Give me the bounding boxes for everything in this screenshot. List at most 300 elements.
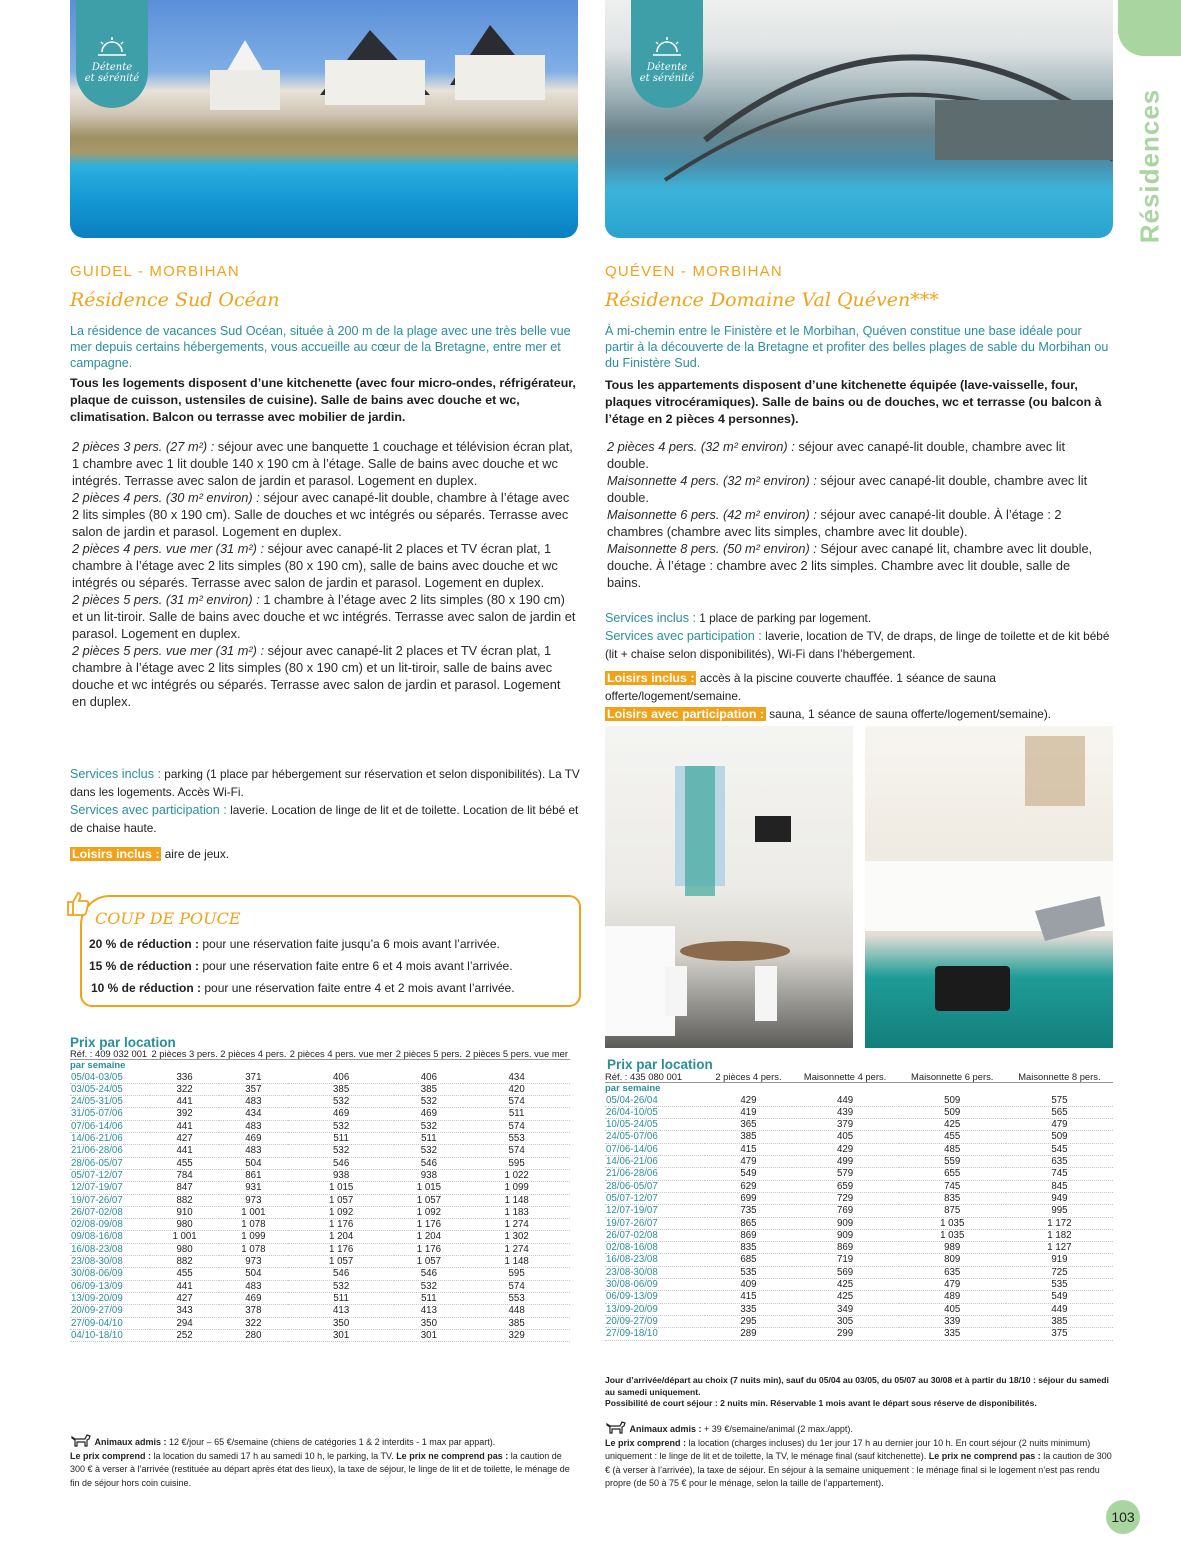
- column-header: Maisonnette 4 pers.: [792, 1071, 899, 1083]
- price-cell: 595: [463, 1157, 570, 1169]
- price-cell: 532: [288, 1280, 395, 1292]
- price-table-title: Prix par location: [607, 1057, 713, 1072]
- bedroom-photo: [865, 726, 1113, 1048]
- price-cell: 409: [705, 1279, 791, 1291]
- price-cell: 350: [288, 1317, 395, 1329]
- price-cell: 574: [463, 1280, 570, 1292]
- kitchen-photo: [605, 726, 853, 1048]
- date-cell: 20/09-27/09: [605, 1315, 705, 1327]
- date-cell: 05/07-12/07: [605, 1192, 705, 1204]
- price-cell: 455: [899, 1131, 1006, 1143]
- price-cell: 1 015: [288, 1182, 395, 1194]
- price-cell: 511: [394, 1292, 463, 1304]
- units-description: [607, 438, 1107, 591]
- location-heading: GUIDEL - MORBIHAN: [70, 263, 240, 280]
- date-cell: 06/09-13/09: [605, 1291, 705, 1303]
- price-cell: 875: [899, 1205, 1006, 1217]
- price-cell: 545: [1006, 1143, 1113, 1155]
- price-cell: 938: [394, 1169, 463, 1181]
- price-cell: 869: [792, 1242, 899, 1254]
- price-cell: 553: [463, 1292, 570, 1304]
- date-cell: 24/05-31/05: [70, 1096, 150, 1108]
- price-cell: 419: [705, 1106, 791, 1118]
- price-cell: 405: [792, 1131, 899, 1143]
- price-cell: 1 148: [463, 1194, 570, 1206]
- price-cell: 1 127: [1006, 1242, 1113, 1254]
- unit-text: 1 chambre à l’étage avec 2 lits simples (80 x 190 cm) et un lit-tiroir. Salle de bains avec douche et wc intégrés. Terrasse avec salon de jardin et parasol. Logement en duplex.: [72, 592, 576, 641]
- table-row: [605, 1279, 1113, 1291]
- price-cell: 1 204: [288, 1231, 395, 1243]
- date-cell: 28/06-05/07: [605, 1180, 705, 1192]
- price-cell: 1 099: [463, 1182, 570, 1194]
- table-ref: Réf. : 435 080 001: [605, 1071, 705, 1083]
- price-cell: 469: [219, 1133, 288, 1145]
- price-cell: 378: [219, 1305, 288, 1317]
- price-cell: 1 172: [1006, 1217, 1113, 1229]
- date-cell: 26/07-02/08: [70, 1206, 150, 1218]
- table-row: [605, 1328, 1113, 1340]
- detente-badge: Détente et sérénité: [76, 0, 148, 108]
- price-cell: 509: [899, 1095, 1006, 1107]
- price-cell: 429: [705, 1095, 791, 1107]
- price-cell: 1 035: [899, 1229, 1006, 1241]
- price-cell: 1 015: [394, 1182, 463, 1194]
- price-cell: 532: [394, 1280, 463, 1292]
- price-table-title: Prix par location: [70, 1035, 176, 1050]
- price-cell: 1 148: [463, 1256, 570, 1268]
- price-cell: 735: [705, 1205, 791, 1217]
- date-cell: 21/06-28/06: [70, 1145, 150, 1157]
- table-ref: Réf. : 409 032 001: [70, 1048, 150, 1060]
- price-cell: 509: [899, 1106, 1006, 1118]
- price-cell: 919: [1006, 1254, 1113, 1266]
- discount-line: 10 % de réduction : pour une réservation faite entre 4 et 2 mois avant l’arrivée.: [91, 981, 515, 995]
- price-cell: 385: [463, 1317, 570, 1329]
- price-cell: 357: [219, 1083, 288, 1095]
- date-cell: 26/07-02/08: [605, 1229, 705, 1241]
- table-row: [605, 1229, 1113, 1241]
- date-cell: 13/09-20/09: [605, 1303, 705, 1315]
- location-heading: QUÉVEN - MORBIHAN: [605, 263, 783, 280]
- price-cell: 745: [1006, 1168, 1113, 1180]
- column-header: 2 pièces 4 pers.: [220, 1048, 287, 1060]
- price-cell: 448: [463, 1305, 570, 1317]
- price-cell: 425: [899, 1119, 1006, 1131]
- price-cell: 1 274: [463, 1243, 570, 1255]
- price-cell: 483: [219, 1280, 288, 1292]
- price-cell: 280: [219, 1329, 288, 1341]
- table-row: [605, 1192, 1113, 1204]
- price-cell: 322: [219, 1317, 288, 1329]
- section-label: Résidences: [1134, 88, 1165, 244]
- price-cell: 336: [150, 1072, 219, 1084]
- dog-icon: [605, 1420, 627, 1434]
- table-row: [70, 1329, 570, 1341]
- date-cell: 28/06-05/07: [70, 1157, 150, 1169]
- table-row: [70, 1194, 570, 1206]
- price-cell: 546: [288, 1268, 395, 1280]
- unit-text: séjour avec une banquette 1 couchage et télévision écran plat, 1 chambre avec 1 lit double 140 x 190 cm à l’étage. Salle de bains avec douche et wc intégrés. Terrasse avec salon de jardin et parasol. Logement en duplex.: [72, 439, 573, 488]
- table-row: [605, 1217, 1113, 1229]
- price-cell: 406: [288, 1072, 395, 1084]
- price-cell: 504: [219, 1268, 288, 1280]
- unit-name: 2 pièces 5 pers. vue mer (31 m²) :: [72, 643, 265, 658]
- date-cell: 16/08-23/08: [70, 1243, 150, 1255]
- price-cell: 729: [792, 1192, 899, 1204]
- unit-description: [72, 489, 578, 540]
- date-cell: 21/06-28/06: [605, 1168, 705, 1180]
- price-cell: 980: [150, 1243, 219, 1255]
- price-cell: 938: [288, 1169, 395, 1181]
- sun-icon: [96, 36, 128, 58]
- date-cell: 19/07-26/07: [70, 1194, 150, 1206]
- price-cell: 835: [899, 1192, 1006, 1204]
- date-cell: 30/08-06/09: [605, 1279, 705, 1291]
- price-footnote: Animaux admis : + 39 €/semaine/animal (2 max./appt). Le prix comprend : la location (charges incluses) du 1er jour 17 h au dernier jour 10 h. En court séjour (2 nuits minimum) uniquement : le linge de lit et de toilette, la TV, le ménage final (sauf kitchenette). Le prix ne comprend pas : la caution de 300 € (à verser à l’arrivée), la taxe de séjour. En séjour à la semaine uniquement : le ménage final si le logement n’est pas rendu propre (de 50 à 75 € pour le ménage, selon la taille de l’appartement).: [605, 1420, 1115, 1491]
- price-cell: 579: [792, 1168, 899, 1180]
- table-row: [70, 1083, 570, 1095]
- price-cell: 685: [705, 1254, 791, 1266]
- price-cell: 301: [394, 1329, 463, 1341]
- unit-description: [72, 642, 578, 710]
- unit-text: séjour avec canapé-lit double, chambre à l’étage avec 2 lits simples (80 x 190 cm). Salle de douches et wc intégrés ou séparés. Terrasse avec salon de jardin et parasol. Logement en duplex.: [72, 490, 570, 539]
- price-cell: 1 057: [288, 1194, 395, 1206]
- price-cell: 535: [1006, 1279, 1113, 1291]
- table-row: [70, 1157, 570, 1169]
- table-row: [605, 1254, 1113, 1266]
- features-text: Tous les logements disposent d’une kitchenette (avec four micro-ondes, réfrigérateur, plaque de cuisson, ustensiles de cuisine). Salle de bains avec douche et wc, climatisation. Balcon ou terrasse avec mobilier de jardin.: [70, 376, 576, 424]
- price-cell: 413: [288, 1305, 395, 1317]
- date-cell: 05/04-26/04: [605, 1095, 705, 1107]
- price-cell: 1 092: [394, 1206, 463, 1218]
- date-cell: 14/06-21/06: [70, 1133, 150, 1145]
- price-cell: 535: [705, 1266, 791, 1278]
- price-cell: 995: [1006, 1205, 1113, 1217]
- price-cell: 489: [899, 1291, 1006, 1303]
- price-cell: 483: [219, 1120, 288, 1132]
- price-cell: 449: [1006, 1303, 1113, 1315]
- unit-text: séjour avec canapé-lit double, chambre avec lit double.: [607, 473, 1088, 505]
- table-row: [605, 1143, 1113, 1155]
- price-cell: 931: [219, 1182, 288, 1194]
- price-cell: 549: [705, 1168, 791, 1180]
- price-cell: 869: [705, 1229, 791, 1241]
- date-cell: 24/05-07/06: [605, 1131, 705, 1143]
- table-row: [605, 1095, 1113, 1107]
- price-cell: 847: [150, 1182, 219, 1194]
- dog-icon: [70, 1433, 92, 1447]
- residence-title: Résidence Sud Océan: [70, 289, 280, 311]
- date-cell: 23/08-30/08: [70, 1256, 150, 1268]
- table-row: [605, 1168, 1113, 1180]
- page-number: 103: [1106, 1500, 1140, 1534]
- price-cell: 1 302: [463, 1231, 570, 1243]
- discount-line: 20 % de réduction : pour une réservation faite jusqu’a 6 mois avant l’arrivée.: [89, 937, 500, 951]
- price-cell: 1 183: [463, 1206, 570, 1218]
- price-cell: 425: [792, 1291, 899, 1303]
- price-cell: 546: [394, 1268, 463, 1280]
- date-cell: 12/07-19/07: [605, 1205, 705, 1217]
- price-cell: 980: [150, 1219, 219, 1231]
- price-cell: 385: [288, 1083, 395, 1095]
- unit-name: 2 pièces 3 pers. (27 m²) :: [72, 439, 215, 454]
- price-cell: 504: [219, 1157, 288, 1169]
- price-cell: 455: [150, 1268, 219, 1280]
- price-cell: 575: [1006, 1095, 1113, 1107]
- price-cell: 989: [899, 1242, 1006, 1254]
- price-cell: 375: [1006, 1328, 1113, 1340]
- price-cell: 909: [792, 1229, 899, 1241]
- price-cell: 532: [394, 1096, 463, 1108]
- table-row: [605, 1205, 1113, 1217]
- column-header: 2 pièces 5 pers.: [395, 1048, 462, 1060]
- date-cell: 23/08-30/08: [605, 1266, 705, 1278]
- unit-name: Maisonnette 6 pers. (42 m² environ) :: [607, 507, 817, 522]
- price-cell: 441: [150, 1120, 219, 1132]
- sun-icon: [651, 36, 683, 58]
- unit-description: [607, 438, 1107, 472]
- unit-description: [72, 591, 578, 642]
- date-cell: 19/07-26/07: [605, 1217, 705, 1229]
- price-cell: 434: [219, 1108, 288, 1120]
- price-cell: 425: [792, 1279, 899, 1291]
- unit-name: 2 pièces 5 pers. (31 m² environ) :: [72, 592, 260, 607]
- price-cell: 329: [463, 1329, 570, 1341]
- price-cell: 1 035: [899, 1217, 1006, 1229]
- price-cell: 949: [1006, 1192, 1113, 1204]
- services-block: Services inclus : parking (1 place par hébergement sur réservation et selon disponibilités). La TV dans les logements. Accès Wi-Fi. Services avec participation : laverie. Location de linge de lit et de toilette. Location de lit bébé et de chaise haute. Loisirs inclus : aire de jeux.: [70, 767, 580, 861]
- price-cell: 455: [150, 1157, 219, 1169]
- table-row: [605, 1242, 1113, 1254]
- price-cell: 1 176: [288, 1243, 395, 1255]
- price-cell: 546: [394, 1157, 463, 1169]
- price-cell: 769: [792, 1205, 899, 1217]
- features-text: Tous les appartements disposent d’une kitchenette équipée (lave-vaisselle, four, plaques vitrocéramiques). Salle de bains ou de douches, wc et terrasse (ou balcon à l’étage en 2 pièces 4 personnes).: [605, 378, 1102, 426]
- price-cell: 1 057: [394, 1194, 463, 1206]
- date-cell: 27/09-18/10: [605, 1328, 705, 1340]
- price-cell: 469: [394, 1108, 463, 1120]
- price-cell: 745: [899, 1180, 1006, 1192]
- date-cell: 31/05-07/06: [70, 1108, 150, 1120]
- price-cell: 322: [150, 1083, 219, 1095]
- price-cell: 699: [705, 1192, 791, 1204]
- date-cell: 09/08-16/08: [70, 1231, 150, 1243]
- table-row: [70, 1231, 570, 1243]
- price-cell: 574: [463, 1096, 570, 1108]
- table-row: [70, 1256, 570, 1268]
- units-description: [72, 438, 578, 710]
- price-cell: 339: [899, 1315, 1006, 1327]
- price-cell: 299: [792, 1328, 899, 1340]
- price-cell: 427: [150, 1292, 219, 1304]
- price-cell: 835: [705, 1242, 791, 1254]
- price-cell: 532: [288, 1120, 395, 1132]
- table-row: [605, 1180, 1113, 1192]
- price-cell: 1 057: [288, 1256, 395, 1268]
- price-cell: 469: [288, 1108, 395, 1120]
- price-cell: 385: [394, 1083, 463, 1095]
- table-row: [605, 1291, 1113, 1303]
- unit-text: séjour avec canapé-lit double, chambre avec lit double.: [607, 439, 1066, 471]
- column-header: 2 pièces 3 pers.: [151, 1048, 218, 1060]
- period-label: par semaine: [605, 1083, 661, 1095]
- price-cell: 1 078: [219, 1243, 288, 1255]
- price-cell: 294: [150, 1317, 219, 1329]
- price-cell: 371: [219, 1072, 288, 1084]
- price-cell: 405: [899, 1303, 1006, 1315]
- unit-name: 2 pièces 4 pers. vue mer (31 m²) :: [72, 541, 265, 556]
- intro-text: La résidence de vacances Sud Océan, située à 200 m de la plage avec une très belle vue mer depuis certains hébergements, vous accueille au cœur de la Bretagne, entre mer et campagne.: [70, 324, 571, 370]
- price-cell: 379: [792, 1119, 899, 1131]
- price-cell: 1 204: [394, 1231, 463, 1243]
- table-row: [605, 1315, 1113, 1327]
- unit-name: 2 pièces 4 pers. (32 m² environ) :: [607, 439, 795, 454]
- price-cell: 509: [1006, 1131, 1113, 1143]
- date-cell: 27/09-04/10: [70, 1317, 150, 1329]
- price-cell: 429: [792, 1143, 899, 1155]
- price-cell: 784: [150, 1169, 219, 1181]
- column-header: 2 pièces 4 pers. vue mer: [288, 1048, 395, 1060]
- price-cell: 635: [1006, 1156, 1113, 1168]
- table-row: [605, 1106, 1113, 1118]
- price-cell: 479: [1006, 1119, 1113, 1131]
- unit-name: Maisonnette 8 pers. (50 m² environ) :: [607, 541, 817, 556]
- price-cell: 469: [219, 1292, 288, 1304]
- table-row: [70, 1096, 570, 1108]
- corner-tab: [1118, 0, 1181, 56]
- price-cell: 511: [288, 1133, 395, 1145]
- column-header: Maisonnette 8 pers.: [1006, 1071, 1113, 1083]
- unit-text: séjour avec canapé-lit double. À l’étage : 2 chambres (chambre avec lits simples, chambre avec lit double).: [607, 507, 1062, 539]
- price-cell: 413: [394, 1305, 463, 1317]
- table-row: [70, 1169, 570, 1181]
- price-cell: 1 092: [288, 1206, 395, 1218]
- price-cell: 1 057: [394, 1256, 463, 1268]
- price-cell: 252: [150, 1329, 219, 1341]
- column-header: Maisonnette 6 pers.: [899, 1071, 1006, 1083]
- price-cell: 1 078: [219, 1219, 288, 1231]
- price-cell: 719: [792, 1254, 899, 1266]
- price-footnote: Animaux admis : 12 €/jour – 65 €/semaine (chiens de catégories 1 & 2 interdits - 1 max par appart). Le prix comprend : la location du samedi 17 h au samedi 10 h, le parking, la TV. Le prix ne comprend pas : la caution de 300 € à verser à l’arrivée (restituée au départ après état des lieux), la taxe de séjour, le linge de lit et de toilette, le ménage de fin de séjour hors coin cuisine.: [70, 1433, 578, 1490]
- table-row: [70, 1317, 570, 1329]
- services-block: Services inclus : 1 place de parking par logement. Services avec participation : laverie, location de TV, de draps, de linge de toilette et de kit bébé (lit + chaise selon disponibilités), Wi-Fi dans l’hébergement. Loisirs inclus : accès à la piscine couverte chauffée. 1 séance de sauna offerte/logement/semaine. Loisirs avec participation : sauna, 1 séance de sauna offerte/logement/semaine).: [605, 611, 1110, 721]
- price-cell: 546: [288, 1157, 395, 1169]
- price-cell: 655: [899, 1168, 1006, 1180]
- unit-name: Maisonnette 4 pers. (32 m² environ) :: [607, 473, 817, 488]
- price-cell: 532: [288, 1096, 395, 1108]
- date-cell: 14/06-21/06: [605, 1156, 705, 1168]
- price-cell: 385: [705, 1131, 791, 1143]
- price-cell: 483: [219, 1096, 288, 1108]
- table-row: [70, 1182, 570, 1194]
- price-table: [70, 1048, 570, 1342]
- table-row: [70, 1108, 570, 1120]
- price-cell: 1 022: [463, 1169, 570, 1181]
- date-cell: 16/08-23/08: [605, 1254, 705, 1266]
- table-row: [70, 1292, 570, 1304]
- price-cell: 973: [219, 1194, 288, 1206]
- residence-title: Résidence Domaine Val Quéven***: [605, 289, 939, 311]
- price-cell: 1 001: [150, 1231, 219, 1243]
- price-cell: 420: [463, 1083, 570, 1095]
- date-cell: 02/08-09/08: [70, 1219, 150, 1231]
- price-cell: 385: [1006, 1315, 1113, 1327]
- price-cell: 532: [288, 1145, 395, 1157]
- price-cell: 635: [899, 1266, 1006, 1278]
- price-cell: 809: [899, 1254, 1006, 1266]
- price-cell: 1 182: [1006, 1229, 1113, 1241]
- date-cell: 13/09-20/09: [70, 1292, 150, 1304]
- price-cell: 483: [219, 1145, 288, 1157]
- price-cell: 441: [150, 1280, 219, 1292]
- unit-text: séjour avec canapé-lit 2 places et TV écran plat, 1 chambre à l’étage avec 2 lits simples (80 x 190 cm), salle de bains avec douche et wc intégrés ou séparés. Terrasse avec salon de jardin et parasol. Logement en duplex.: [72, 541, 558, 590]
- table-row: [70, 1305, 570, 1317]
- price-cell: 845: [1006, 1180, 1113, 1192]
- price-cell: 595: [463, 1268, 570, 1280]
- table-row: [605, 1303, 1113, 1315]
- price-cell: 499: [792, 1156, 899, 1168]
- price-cell: 629: [705, 1180, 791, 1192]
- unit-description: [607, 506, 1107, 540]
- unit-description: [72, 438, 578, 489]
- price-cell: 865: [705, 1217, 791, 1229]
- table-row: [605, 1156, 1113, 1168]
- table-row: [605, 1131, 1113, 1143]
- table-row: [70, 1219, 570, 1231]
- date-cell: 07/06-14/06: [70, 1120, 150, 1132]
- price-cell: 1 099: [219, 1231, 288, 1243]
- thumbs-up-icon: [64, 888, 92, 918]
- price-cell: 434: [463, 1072, 570, 1084]
- price-cell: 479: [899, 1279, 1006, 1291]
- price-cell: 659: [792, 1180, 899, 1192]
- price-cell: 305: [792, 1315, 899, 1327]
- unit-description: [72, 540, 578, 591]
- price-cell: 415: [705, 1143, 791, 1155]
- table-row: [605, 1266, 1113, 1278]
- price-cell: 532: [394, 1120, 463, 1132]
- date-cell: 26/04-10/05: [605, 1106, 705, 1118]
- price-cell: 511: [288, 1292, 395, 1304]
- period-label: par semaine: [70, 1060, 126, 1072]
- price-cell: 441: [150, 1096, 219, 1108]
- price-cell: 441: [150, 1145, 219, 1157]
- price-cell: 349: [792, 1303, 899, 1315]
- coup-de-pouce-title: COUP DE POUCE: [95, 909, 241, 928]
- price-cell: 559: [899, 1156, 1006, 1168]
- unit-description: [607, 540, 1107, 591]
- date-cell: 05/07-12/07: [70, 1169, 150, 1181]
- price-cell: 553: [463, 1133, 570, 1145]
- price-cell: 725: [1006, 1266, 1113, 1278]
- table-row: [605, 1119, 1113, 1131]
- date-cell: 07/06-14/06: [605, 1143, 705, 1155]
- table-row: [70, 1072, 570, 1084]
- price-cell: 343: [150, 1305, 219, 1317]
- price-cell: 1 176: [394, 1243, 463, 1255]
- pool-photo: [70, 0, 578, 238]
- price-cell: 479: [705, 1156, 791, 1168]
- price-cell: 1 274: [463, 1219, 570, 1231]
- unit-text: séjour avec canapé-lit 2 places et TV écran plat, 1 chambre à l’étage avec 2 lits simples (80 x 190 cm) et un lit-tiroir, salle de bains avec douche et wc intégrés ou séparés. Terrasse avec salon de jardin et parasol. Logement en duplex.: [72, 643, 561, 709]
- date-cell: 06/09-13/09: [70, 1280, 150, 1292]
- price-cell: 511: [463, 1108, 570, 1120]
- price-cell: 406: [394, 1072, 463, 1084]
- table-row: [70, 1133, 570, 1145]
- price-table: [605, 1071, 1113, 1341]
- table-row: [70, 1120, 570, 1132]
- date-cell: 12/07-19/07: [70, 1182, 150, 1194]
